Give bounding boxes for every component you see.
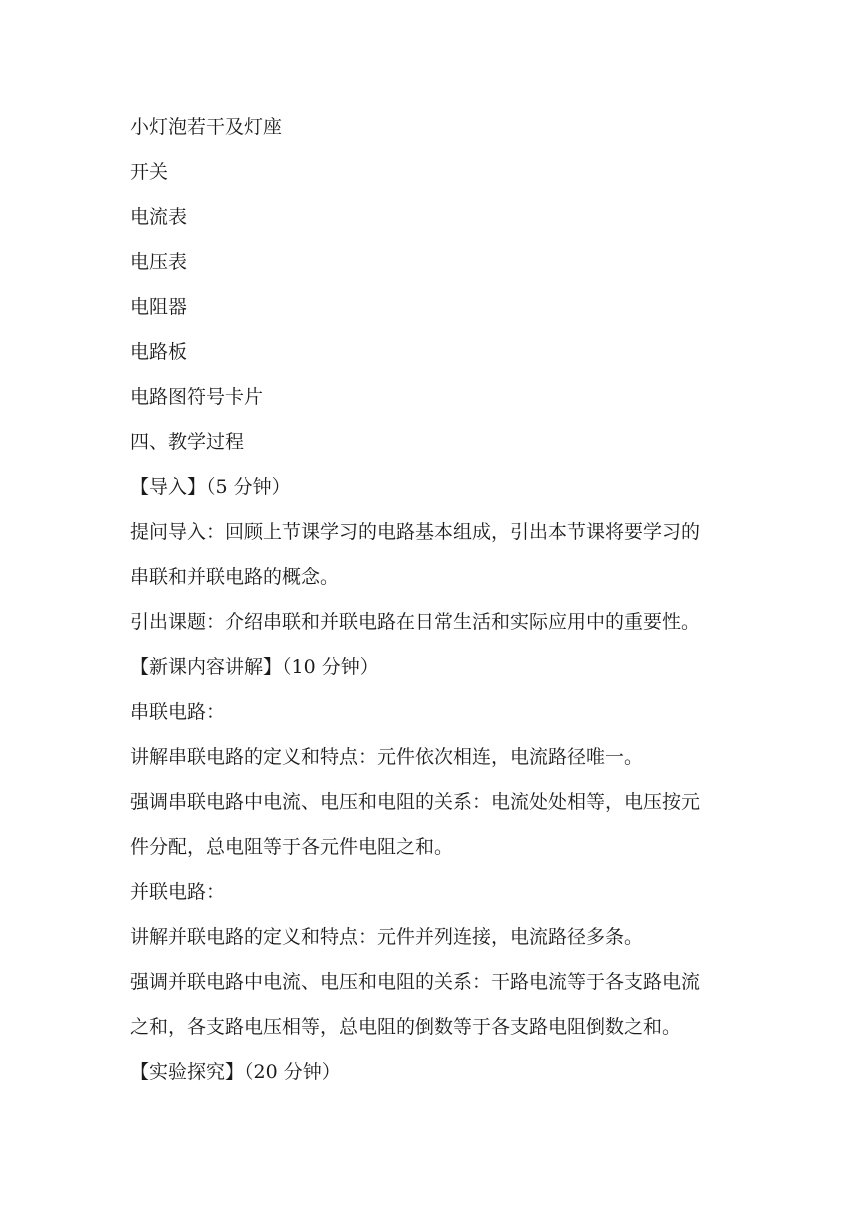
paragraph-line: 件分配，总电阻等于各元件电阻之和。: [130, 836, 454, 858]
equipment-item-resistor: 电阻器: [130, 296, 188, 318]
equipment-item-switch: 开关: [130, 161, 169, 183]
paragraph-line: 串联和并联电路的概念。: [130, 566, 340, 588]
subheading-parallel: 并联电路：: [130, 881, 226, 903]
paragraph-line: 讲解串联电路的定义和特点：元件依次相连，电流路径唯一。: [130, 746, 644, 768]
paragraph-line: 之和，各支路电压相等，总电阻的倒数等于各支路电阻倒数之和。: [130, 1016, 682, 1038]
equipment-item-circuit-board: 电路板: [130, 341, 188, 363]
section-heading: 四、教学过程: [130, 431, 245, 453]
stage-heading-new-content: 【新课内容讲解】（10 分钟）: [130, 656, 379, 678]
equipment-item-symbol-cards: 电路图符号卡片: [130, 386, 264, 408]
equipment-item-voltmeter: 电压表: [130, 251, 188, 273]
equipment-item-bulbs: 小灯泡若干及灯座: [130, 116, 283, 138]
paragraph-line: 强调串联电路中电流、电压和电阻的关系：电流处处相等，电压按元: [130, 791, 701, 813]
stage-heading-intro: 【导入】（5 分钟）: [130, 476, 291, 498]
stage-heading-experiment: 【实验探究】（20 分钟）: [130, 1061, 341, 1083]
subheading-series: 串联电路：: [130, 701, 226, 723]
paragraph-line: 讲解并联电路的定义和特点：元件并列连接，电流路径多条。: [130, 926, 644, 948]
paragraph-line: 强调并联电路中电流、电压和电阻的关系：干路电流等于各支路电流: [130, 971, 701, 993]
paragraph-line: 引出课题：介绍串联和并联电路在日常生活和实际应用中的重要性。: [130, 611, 701, 633]
paragraph-line: 提问导入：回顾上节课学习的电路基本组成，引出本节课将要学习的: [130, 521, 701, 543]
equipment-item-ammeter: 电流表: [130, 206, 188, 228]
